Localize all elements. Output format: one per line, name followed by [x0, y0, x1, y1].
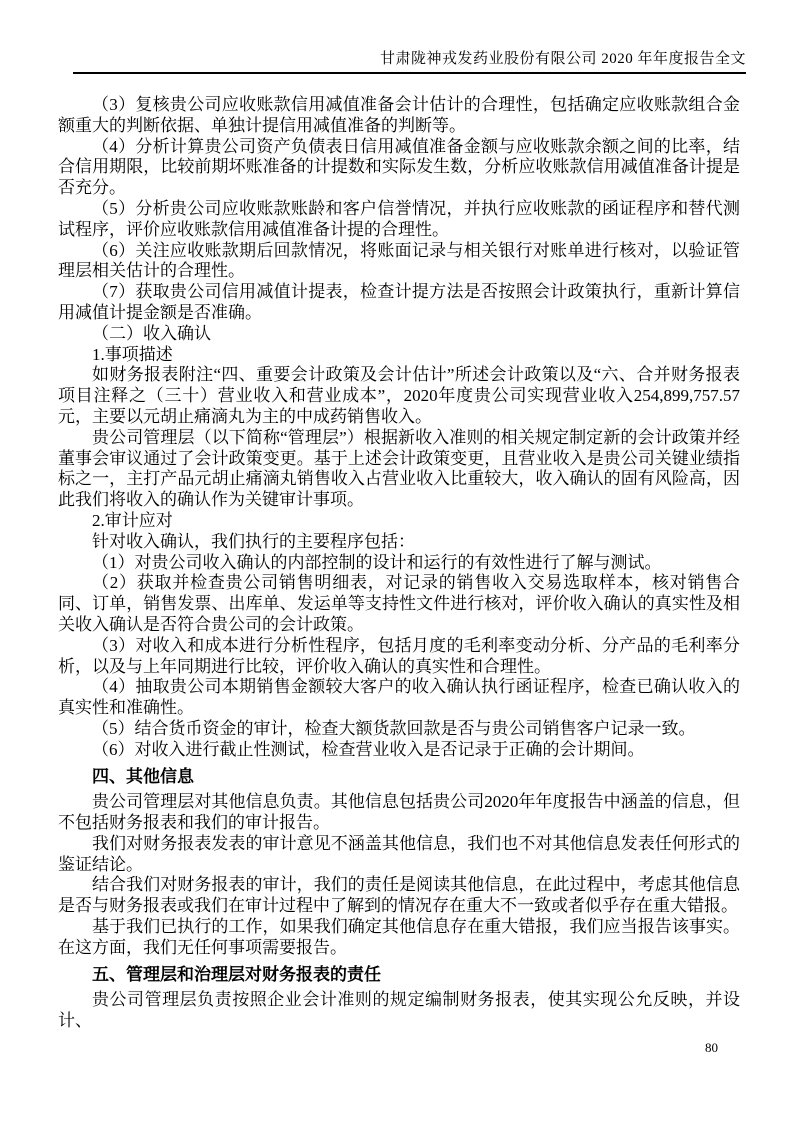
paragraph: 贵公司管理层（以下简称“管理层”）根据新收入准则的相关规定制定新的会计政策并经董事会审议通过了会计政策变更。基于上述会计政策变更，且营业收入是贵公司关键业绩指标之一，主打产品元胡止痛滴丸销售收入占营业收入比重较大，收入确认的固有风险高，因此我们将收入的确认作为关键审计事项。	[58, 427, 740, 510]
paragraph: （3）对收入和成本进行分析性程序，包括月度的毛利率变动分析、分产品的毛利率分析，以及与上年同期进行比较，评价收入确认的真实性和合理性。	[58, 635, 740, 676]
paragraph: （7）获取贵公司信用减值计提表，检查计提方法是否按照会计政策执行，重新计算信用减值计提金额是否准确。	[58, 282, 740, 322]
paragraph: （3）复核贵公司应收账款信用减值准备会计估计的合理性，包括确定应收账款组合金额重大的判断依据、单独计提信用减值准备的判断等。	[58, 95, 740, 135]
header-title: 甘肃陇神戎发药业股份有限公司 2020 年年度报告全文	[379, 51, 746, 67]
paragraph: （1）对贵公司收入确认的内部控制的设计和运行的有效性进行了解与测试。	[92, 552, 662, 572]
paragraph: （4）抽取贵公司本期销售金额较大客户的收入确认执行函证程序，检查已确认收入的真实性和准确性。	[58, 677, 740, 718]
page-footer	[705, 1040, 718, 1055]
paragraph: 贵公司管理层负责按照企业会计准则的规定编制财务报表，使其实现公允反映，并设计、	[58, 990, 740, 1031]
document-body	[58, 95, 740, 1032]
paragraph: 贵公司管理层对其他信息负责。其他信息包括贵公司2020年年度报告中涵盖的信息，但不包括财务报表和我们的审计报告。	[58, 792, 740, 833]
paragraph: （5）分析贵公司应收账款账龄和客户信誉情况，并执行应收账款的函证程序和替代测试程序，评价应收账款信用减值准备计提的合理性。	[58, 198, 740, 239]
page-number: 80	[705, 1040, 718, 1055]
page-header	[73, 50, 746, 74]
paragraph: 基于我们已执行的工作，如果我们确定其他信息存在重大错报，我们应当报告该事实。在这方面，我们无任何事项需要报告。	[58, 917, 740, 957]
paragraph: 如财务报表附注“四、重要会计政策及会计估计”所述会计政策以及“六、合并财务报表项目注释之（三十）营业收入和营业成本”，2020年度贵公司实现营业收入254,899,757.57元，主要以元胡止痛滴丸为主的中成药销售收入。	[58, 365, 740, 426]
paragraph: （6）关注应收账款期后回款情况，将账面记录与相关银行对账单进行核对，以验证管理层相关估计的合理性。	[58, 240, 740, 281]
paragraph: （二）收入确认	[92, 323, 211, 343]
paragraph: （4）分析计算贵公司资产负债表日信用减值准备金额与应收账款余额之间的比率，结合信用期限，比较前期坏账准备的计提数和实际发生数，分析应收账款信用减值准备计提是否充分。	[58, 136, 740, 198]
paragraph: 结合我们对财务报表的审计，我们的责任是阅读其他信息，在此过程中，考虑其他信息是否与财务报表或我们在审计过程中了解到的情况存在重大不一致或者似乎存在重大错报。	[58, 875, 740, 916]
section-heading: 五、管理层和治理层对财务报表的责任	[92, 964, 381, 984]
paragraph: 2.审计应对	[92, 510, 173, 530]
paragraph: 针对收入确认，我们执行的主要程序包括：	[92, 531, 415, 551]
paragraph: 我们对财务报表发表的审计意见不涵盖其他信息，我们也不对其他信息发表任何形式的鉴证结论。	[58, 833, 740, 874]
paragraph: （5）结合货币资金的审计，检查大额货款回款是否与贵公司销售客户记录一致。	[92, 718, 696, 738]
paragraph: 1.事项描述	[92, 344, 173, 364]
section-heading: 四、其他信息	[92, 766, 194, 786]
paragraph: （2）获取并检查贵公司销售明细表，对记录的销售收入交易选取样本，核对销售合同、订单，销售发票、出库单、发运单等支持性文件进行核对，评价收入确认的真实性及相关收入确认是否符合贵公司的会计政策。	[58, 573, 740, 634]
paragraph: （6）对收入进行截止性测试，检查营业收入是否记录于正确的会计期间。	[92, 739, 645, 759]
